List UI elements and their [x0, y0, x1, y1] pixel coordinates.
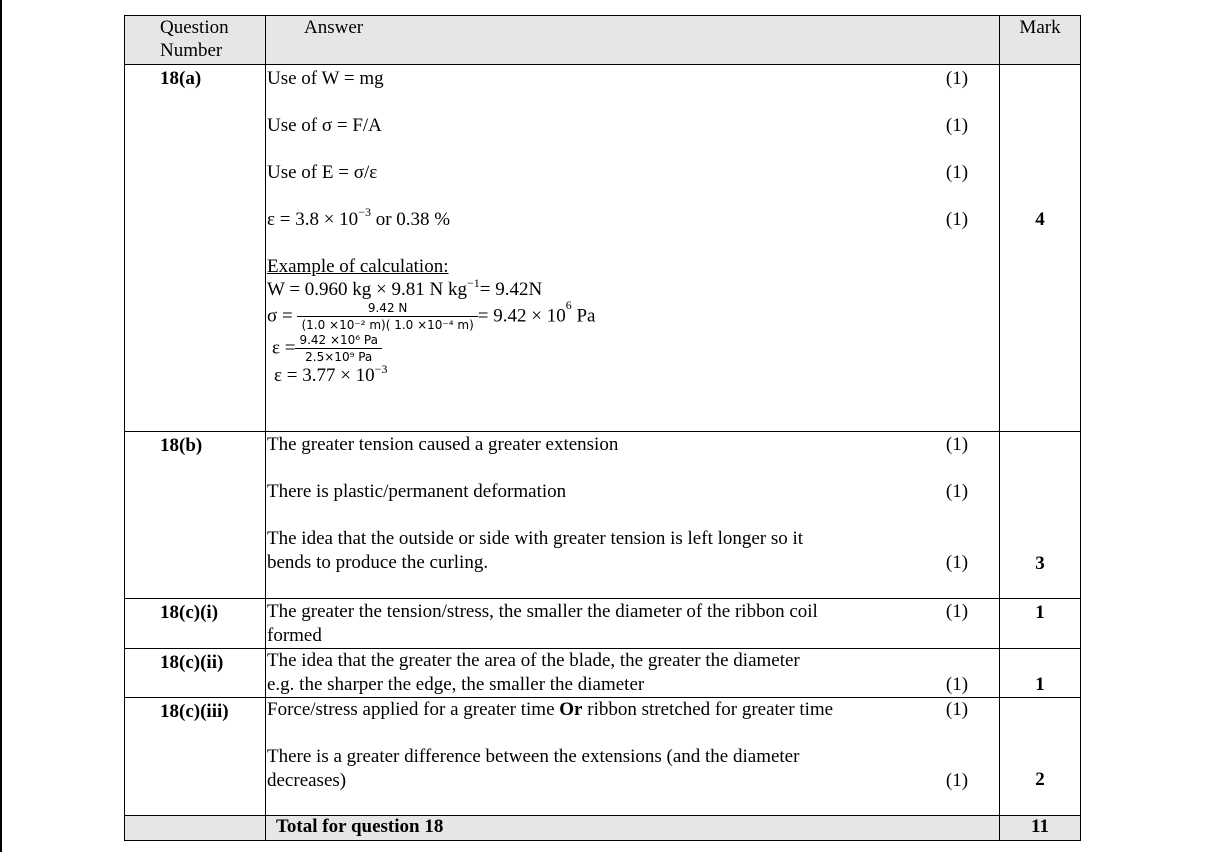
- point-mark: (1): [945, 674, 969, 695]
- answer-cell: [266, 65, 1000, 432]
- answer-line: The greater the tension/stress, the smaller the diameter of the ribbon coil (1): [266, 600, 999, 624]
- example-heading: Example of calculation:: [267, 256, 449, 277]
- point-mark: (1): [945, 434, 969, 455]
- total-mark: 3: [1035, 553, 1045, 574]
- row-18ciii: [125, 698, 1081, 816]
- question-number-cell: 18(a): [125, 65, 266, 432]
- point-mark: (1): [945, 162, 969, 183]
- answer-line: There is a greater difference between the extensions (and the diameter: [267, 746, 800, 767]
- answer-line: Use of σ = F/A (1): [266, 114, 999, 138]
- strain-fraction: $\frac{\text{9.42 ×10⁶ Pa}}{\text{2.5×10⁹ Pa}}$: [295, 333, 382, 365]
- mark-cell: [1000, 599, 1081, 649]
- answer-line: $\varepsilon = 3.8 \times 10^{-3}$ or 0.38 % (1): [266, 208, 999, 232]
- point-mark: (1): [945, 68, 969, 89]
- answer-cell: [266, 649, 1000, 698]
- header-answer: Answer: [266, 16, 1000, 65]
- grand-total-mark: 11: [1031, 816, 1049, 837]
- mark-cell: [1000, 432, 1081, 599]
- row-18a: [125, 65, 1081, 432]
- page-left-border: [0, 0, 2, 852]
- question-number-cell: 18(c)(ii): [125, 649, 266, 698]
- point-mark: (1): [945, 209, 969, 230]
- mark-cell: [1000, 698, 1081, 816]
- answer-cell: [266, 599, 1000, 649]
- answer-line: Use of W = mg (1): [266, 67, 999, 91]
- answer-line: e.g. the sharper the edge, the smaller the diameter (1): [266, 673, 999, 697]
- point-mark: (1): [945, 115, 969, 136]
- answer-line: Use of E = σ/ε (1): [266, 161, 999, 185]
- answer-line: The idea that the greater the area of the blade, the greater the diameter: [267, 650, 800, 671]
- mark-cell: [1000, 649, 1081, 698]
- total-mark-cell: [1000, 816, 1081, 841]
- answer-line: Force/stress applied for a greater time Or ribbon stretched for greater time (1): [266, 698, 999, 722]
- answer-line: The greater tension caused a greater extension (1): [266, 433, 999, 457]
- header-question-number: Question Number: [125, 16, 266, 65]
- answer-line: There is plastic/permanent deformation (1): [266, 480, 999, 504]
- point-mark: (1): [945, 770, 969, 791]
- total-label: Total for question 18: [266, 816, 1000, 841]
- row-18ci: [125, 599, 1081, 649]
- mark-cell: [1000, 65, 1081, 432]
- question-number-cell: 18(c)(iii): [125, 698, 266, 816]
- point-mark: (1): [945, 601, 969, 622]
- row-18b: [125, 432, 1081, 599]
- total-mark: 2: [1035, 769, 1045, 790]
- point-mark: (1): [945, 481, 969, 502]
- total-spacer: [125, 816, 266, 841]
- mark-scheme-table: [124, 15, 1081, 841]
- answer-line: The idea that the outside or side with greater tension is left longer so it: [267, 528, 804, 549]
- question-number-cell: 18(c)(i): [125, 599, 266, 649]
- question-number-cell: 18(b): [125, 432, 266, 599]
- header-mark: Mark: [1000, 16, 1081, 65]
- answer-line: bends to produce the curling. (1): [266, 551, 999, 575]
- answer-line: formed: [267, 625, 322, 646]
- answer-cell: [266, 432, 1000, 599]
- stress-fraction: $\frac{9.42 N}{\text{(1.0 ×10⁻² m)( 1.0 ×10⁻⁴ m)}}$: [297, 301, 477, 333]
- total-mark: 1: [1035, 674, 1045, 695]
- total-row: [125, 816, 1081, 841]
- calc-stress: σ = $\frac{9.42 N}{\text{(1.0 ×10⁻² m)( 1.0 ×10⁻⁴ m)}}$ = $9.42 \times 10^6$ Pa: [267, 298, 596, 332]
- point-mark: (1): [945, 552, 969, 573]
- calc-weight: W = 0.960 kg × 9.81 N $kg^{-1}= 9.42N$: [267, 276, 543, 300]
- total-mark: 4: [1035, 209, 1045, 230]
- header-row: [125, 16, 1081, 65]
- answer-cell: [266, 698, 1000, 816]
- calc-strain: ε = $\frac{\text{9.42 ×10⁶ Pa}}{\text{2.5×10⁹ Pa}}$: [266, 333, 999, 365]
- total-mark: 1: [1035, 602, 1045, 623]
- calc-strain-result: $\varepsilon = 3.77 \times 10^{-3}$: [274, 362, 388, 386]
- row-18cii: [125, 649, 1081, 698]
- point-mark: (1): [945, 699, 969, 720]
- answer-line: decreases) (1): [266, 769, 999, 793]
